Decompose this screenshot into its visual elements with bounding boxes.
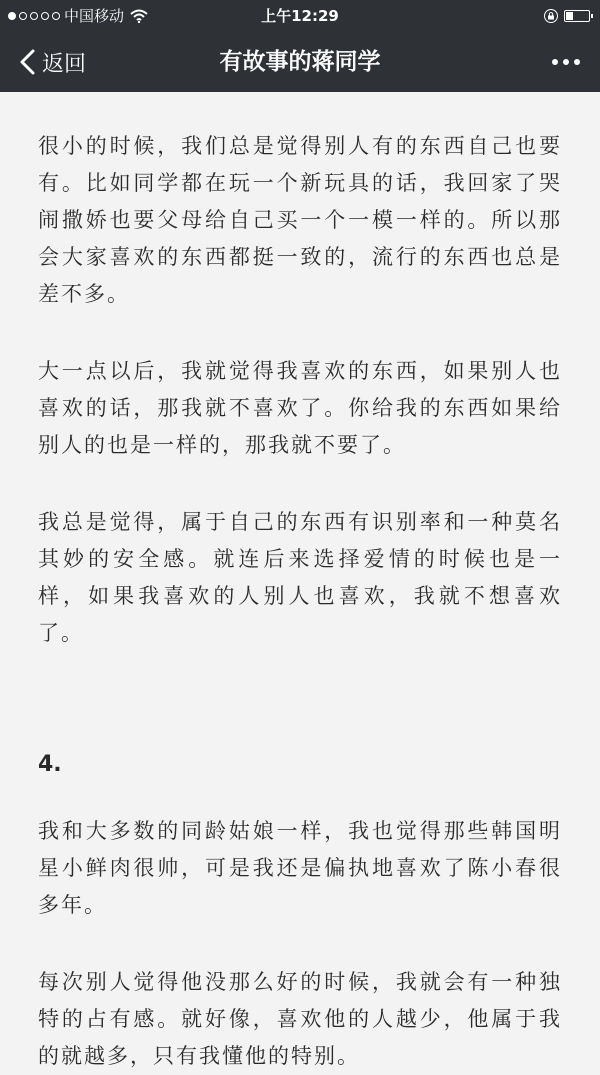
status-bar [0,0,600,32]
article-paragraph: 大一点以后，我就觉得我喜欢的东西，如果别人也喜欢的话，那我就不喜欢了。你给我的东西如果给别人的也是一样的，那我就不要了。 [38,359,562,457]
more-dot-icon [563,59,569,65]
status-time: 上午12:29 [261,7,339,25]
back-button-label: 返回 [42,51,87,77]
battery-fill [566,12,573,20]
article-paragraph: 每次别人觉得他没那么好的时候，我就会有一种独特的占有感。就好像，喜欢他的人越少，他属于我的就越多，只有我懂他的特别。 [38,970,562,1068]
carrier-name: 中国移动 [64,7,125,25]
article-content[interactable] [0,92,600,1068]
article-paragraph: 我总是觉得，属于自己的东西有识别率和一种莫名其妙的安全感。就连后来选择爱情的时候也是一样，如果我喜欢的人别人也喜欢，我就不想喜欢了。 [38,510,562,645]
orientation-lock-icon [544,9,558,23]
status-bar-right [544,0,590,32]
article-paragraph: 很小的时候，我们总是觉得别人有的东西自己也要有。比如同学都在玩一个新玩具的话，我回家了哭闹撒娇也要父母给自己买一个一模一样的。所以那会大家喜欢的东西都挺一致的，流行的东西也总是差不多。 [38,134,562,306]
more-dot-icon [552,59,558,65]
article-paragraph: 我和大多数的同龄姑娘一样，我也觉得那些韩国明星小鲜肉很帅，可是我还是偏执地喜欢了陈小春很多年。 [38,819,562,917]
page-title: 有故事的蒋同学 [219,49,381,75]
more-dot-icon [574,59,580,65]
battery-icon [564,10,590,22]
more-options-button[interactable] [552,32,580,92]
navigation-bar [0,32,600,92]
section-number: 4. [38,752,62,777]
